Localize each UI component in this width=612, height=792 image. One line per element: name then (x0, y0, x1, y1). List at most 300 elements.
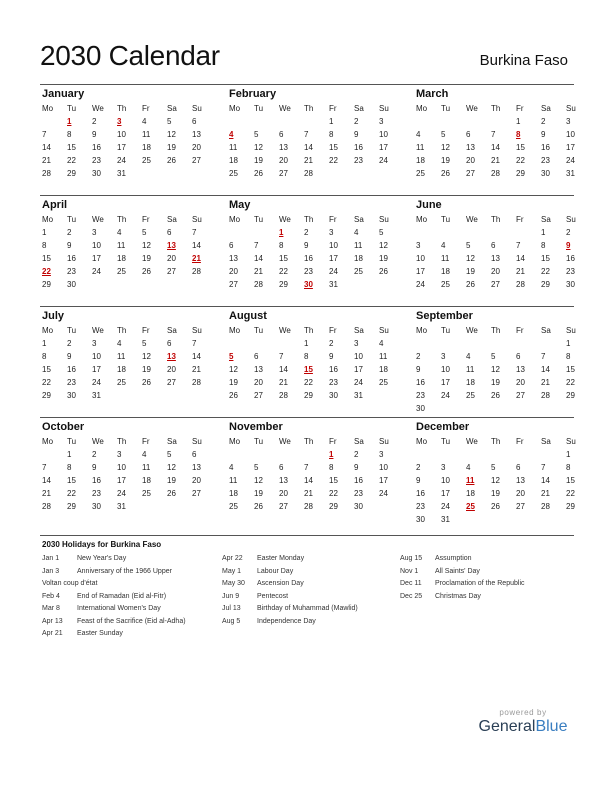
holiday-day-cell: 8 (516, 130, 521, 139)
day-cell: 29 (566, 502, 575, 511)
day-cell: 16 (416, 378, 425, 387)
month-name: September (416, 310, 473, 322)
month-day-table (40, 213, 215, 291)
day-cell: 29 (279, 280, 288, 289)
day-cell: 1 (304, 339, 309, 348)
holiday-name: Birthday of Muhammad (Mawlid) (257, 605, 358, 612)
day-cell: 18 (229, 156, 238, 165)
day-cell: 16 (416, 489, 425, 498)
day-cell: 25 (117, 267, 126, 276)
day-cell: 2 (67, 228, 72, 237)
day-cell (414, 226, 439, 239)
day-cell (439, 226, 464, 239)
calendar-grid (40, 84, 574, 528)
day-cell: 2 (416, 463, 421, 472)
month-day-table (227, 324, 402, 402)
day-cell: 17 (379, 476, 388, 485)
day-cell: 5 (142, 339, 147, 348)
day-cell: 15 (279, 254, 288, 263)
day-cell: 4 (142, 450, 147, 459)
day-cell: 21 (42, 489, 51, 498)
day-cell: 9 (92, 130, 97, 139)
day-cell: 19 (466, 267, 475, 276)
holiday-name-continued: Voltan coup d'état (42, 580, 98, 587)
holiday-name: Christmas Day (435, 592, 481, 600)
day-cell: 1 (516, 117, 521, 126)
day-cell: 8 (566, 463, 571, 472)
day-cell: 15 (42, 365, 51, 374)
day-cell: 11 (142, 130, 151, 139)
week-row (414, 350, 589, 363)
day-cell: 7 (304, 463, 309, 472)
holiday-name: New Year's Day (77, 555, 127, 562)
weekday-header: Sa (541, 215, 551, 224)
day-cell (227, 115, 252, 128)
day-cell: 2 (541, 117, 546, 126)
holiday-date: Aug 5 (222, 617, 241, 625)
weekday-header: We (466, 215, 478, 224)
day-cell: 1 (329, 117, 334, 126)
day-cell: 23 (67, 378, 76, 387)
day-cell: 9 (304, 241, 309, 250)
day-cell: 10 (117, 130, 126, 139)
day-cell: 30 (566, 280, 575, 289)
brand-name-part1: General (478, 718, 536, 735)
day-cell: 1 (67, 450, 72, 459)
day-cell (352, 278, 377, 291)
day-cell: 24 (92, 267, 101, 276)
day-cell: 1 (42, 339, 47, 348)
weekday-header: We (466, 326, 478, 335)
holiday-entry (40, 593, 216, 606)
day-cell (489, 402, 514, 415)
day-cell (277, 448, 302, 461)
month-day-table (40, 102, 215, 180)
day-cell: 26 (254, 169, 263, 178)
day-cell: 9 (354, 463, 359, 472)
day-cell: 3 (379, 450, 384, 459)
day-cell: 31 (117, 502, 126, 511)
holiday-name: Assumption (435, 555, 472, 562)
day-cell: 21 (254, 267, 263, 276)
holiday-day-cell: 5 (229, 352, 234, 361)
day-cell: 28 (541, 391, 550, 400)
day-cell: 18 (466, 489, 475, 498)
day-cell: 1 (541, 228, 546, 237)
day-cell: 22 (516, 156, 525, 165)
weekday-header: Fr (329, 326, 337, 335)
day-cell: 12 (142, 352, 151, 361)
day-cell: 10 (379, 130, 388, 139)
day-cell: 11 (142, 463, 151, 472)
day-cell: 17 (441, 489, 450, 498)
day-cell: 24 (441, 391, 450, 400)
week-row (414, 278, 589, 291)
day-cell: 21 (192, 365, 201, 374)
day-cell: 27 (192, 489, 201, 498)
day-cell: 6 (192, 450, 197, 459)
day-cell: 21 (304, 156, 313, 165)
day-cell: 12 (466, 254, 475, 263)
day-cell (302, 115, 327, 128)
holiday-date: Jan 3 (42, 567, 60, 575)
week-row (414, 461, 589, 474)
week-row (414, 128, 589, 141)
day-cell: 3 (117, 450, 122, 459)
day-cell: 9 (329, 352, 334, 361)
month-name: February (229, 88, 277, 100)
weekday-header: Th (117, 215, 127, 224)
week-row (40, 337, 215, 350)
day-cell: 21 (541, 378, 550, 387)
day-cell: 9 (354, 130, 359, 139)
day-cell: 6 (229, 241, 234, 250)
day-cell: 22 (304, 378, 313, 387)
holiday-entry (220, 593, 396, 606)
weekday-header: Mo (229, 104, 241, 113)
weekday-header: We (92, 104, 104, 113)
holidays-section (40, 535, 574, 637)
day-cell: 14 (304, 143, 313, 152)
day-cell (277, 115, 302, 128)
month-day-table (227, 213, 402, 291)
day-cell (514, 513, 539, 526)
day-cell: 31 (92, 391, 101, 400)
week-row (414, 226, 589, 239)
day-cell: 10 (441, 365, 450, 374)
day-cell: 18 (142, 143, 151, 152)
day-cell: 26 (167, 489, 176, 498)
day-cell: 26 (466, 280, 475, 289)
month-day-table (40, 435, 215, 513)
day-cell: 7 (541, 352, 546, 361)
day-cell: 14 (254, 254, 263, 263)
weekday-header: Sa (541, 326, 551, 335)
day-cell (165, 278, 190, 291)
week-row (227, 265, 402, 278)
weekday-header: Th (304, 215, 314, 224)
holiday-date: Dec 11 (400, 580, 422, 587)
day-cell (464, 402, 489, 415)
day-cell: 24 (379, 489, 388, 498)
weekday-header: Mo (416, 215, 428, 224)
day-cell: 14 (192, 352, 201, 361)
day-cell: 19 (441, 156, 450, 165)
day-cell: 23 (566, 267, 575, 276)
day-cell: 19 (254, 156, 263, 165)
day-cell: 14 (279, 365, 288, 374)
weekday-header: We (466, 104, 478, 113)
day-cell: 21 (541, 489, 550, 498)
day-cell (564, 402, 589, 415)
day-cell: 27 (279, 169, 288, 178)
day-cell: 2 (354, 117, 359, 126)
month-name: August (229, 310, 267, 322)
day-cell: 14 (42, 143, 51, 152)
week-row (227, 376, 402, 389)
day-cell: 15 (67, 143, 76, 152)
day-cell: 16 (67, 365, 76, 374)
week-row (40, 115, 215, 128)
month-name: March (416, 88, 449, 100)
week-row (40, 500, 215, 513)
weekday-header: Th (304, 104, 314, 113)
week-row (40, 487, 215, 500)
day-cell: 8 (279, 241, 284, 250)
calendar-quarter-row (40, 306, 574, 417)
day-cell: 30 (416, 515, 425, 524)
day-cell: 22 (566, 378, 575, 387)
day-cell: 18 (142, 476, 151, 485)
weekday-header: Tu (441, 326, 451, 335)
day-cell (377, 389, 402, 402)
weekday-header: Su (192, 215, 202, 224)
month-name: April (42, 199, 68, 211)
day-cell: 13 (516, 365, 525, 374)
week-row (227, 337, 402, 350)
weekday-header: Fr (516, 215, 524, 224)
day-cell: 7 (42, 463, 47, 472)
day-cell (252, 226, 277, 239)
weekday-header: Su (566, 326, 576, 335)
day-cell: 10 (379, 463, 388, 472)
day-cell: 20 (229, 267, 238, 276)
day-cell: 13 (192, 130, 201, 139)
day-cell: 31 (117, 169, 126, 178)
day-cell: 28 (42, 169, 51, 178)
day-cell: 3 (379, 117, 384, 126)
holiday-date: Aug 15 (400, 555, 423, 562)
day-cell (439, 337, 464, 350)
day-cell: 23 (416, 391, 425, 400)
day-cell: 21 (279, 378, 288, 387)
day-cell: 25 (441, 280, 450, 289)
day-cell: 9 (92, 463, 97, 472)
week-row (227, 474, 402, 487)
week-row (414, 154, 589, 167)
weekday-header: Sa (541, 104, 551, 113)
weekday-header: We (279, 437, 291, 446)
day-cell: 12 (379, 241, 388, 250)
holiday-day-cell: 22 (42, 267, 51, 276)
day-cell (489, 115, 514, 128)
day-cell (377, 500, 402, 513)
day-cell: 5 (491, 463, 496, 472)
holiday-name: Ascension Day (257, 580, 304, 587)
holiday-column (40, 555, 216, 643)
day-cell: 29 (67, 502, 76, 511)
holiday-entry (398, 568, 574, 581)
day-cell: 20 (167, 254, 176, 263)
weekday-header: We (279, 104, 291, 113)
weekday-header: We (92, 215, 104, 224)
day-cell: 25 (379, 378, 388, 387)
brand-name (476, 718, 570, 736)
month-november (227, 418, 389, 513)
month-july (40, 307, 202, 402)
month-september (414, 307, 576, 415)
holiday-day-cell: 13 (167, 241, 176, 250)
weekday-header: Th (491, 437, 501, 446)
day-cell: 26 (379, 267, 388, 276)
day-cell: 17 (92, 365, 101, 374)
day-cell: 29 (541, 280, 550, 289)
week-row (414, 167, 589, 180)
week-row (414, 487, 589, 500)
day-cell: 29 (566, 391, 575, 400)
week-row (40, 252, 215, 265)
day-cell (489, 226, 514, 239)
day-cell (514, 448, 539, 461)
day-cell: 2 (92, 450, 97, 459)
weekday-header: Fr (142, 437, 150, 446)
day-cell: 11 (117, 241, 126, 250)
holiday-day-cell: 9 (566, 241, 571, 250)
day-cell: 20 (516, 378, 525, 387)
day-cell: 5 (142, 228, 147, 237)
day-cell: 24 (117, 489, 126, 498)
day-cell: 20 (491, 267, 500, 276)
day-cell: 31 (566, 169, 575, 178)
holiday-name: Easter Monday (257, 555, 305, 562)
day-cell: 3 (329, 228, 334, 237)
day-cell: 9 (541, 130, 546, 139)
day-cell: 26 (142, 267, 151, 276)
holiday-day-cell: 21 (192, 254, 201, 263)
day-cell: 17 (566, 143, 575, 152)
day-cell: 22 (67, 489, 76, 498)
week-row (40, 226, 215, 239)
day-cell: 10 (92, 241, 101, 250)
day-cell: 14 (192, 241, 201, 250)
holiday-entry (40, 568, 216, 581)
day-cell (40, 448, 65, 461)
weekday-header: We (466, 437, 478, 446)
day-cell: 5 (167, 450, 172, 459)
day-cell: 16 (354, 476, 363, 485)
holiday-name: Independence Day (257, 617, 316, 625)
day-cell: 30 (354, 502, 363, 511)
day-cell (190, 278, 215, 291)
day-cell: 7 (304, 130, 309, 139)
week-row (40, 239, 215, 252)
week-row (227, 239, 402, 252)
day-cell: 1 (566, 450, 571, 459)
day-cell: 30 (329, 391, 338, 400)
day-cell (140, 389, 165, 402)
day-cell (414, 115, 439, 128)
day-cell (252, 448, 277, 461)
day-cell: 8 (67, 463, 72, 472)
day-cell: 22 (329, 489, 338, 498)
weekday-header: Su (192, 437, 202, 446)
day-cell: 9 (67, 241, 72, 250)
day-cell (489, 337, 514, 350)
week-row (414, 115, 589, 128)
day-cell (140, 278, 165, 291)
holiday-entry (220, 555, 396, 568)
week-row (414, 337, 589, 350)
weekday-header: We (92, 437, 104, 446)
holiday-name: All Saints' Day (435, 567, 480, 575)
day-cell: 29 (67, 169, 76, 178)
week-row (40, 154, 215, 167)
weekday-header: Tu (254, 104, 264, 113)
day-cell: 25 (117, 378, 126, 387)
day-cell: 19 (379, 254, 388, 263)
day-cell: 3 (441, 352, 446, 361)
day-cell: 6 (279, 463, 284, 472)
week-row (414, 265, 589, 278)
day-cell: 7 (192, 228, 197, 237)
holiday-name: Easter Sunday (77, 630, 123, 637)
day-cell: 27 (167, 267, 176, 276)
day-cell: 24 (92, 378, 101, 387)
day-cell: 15 (329, 143, 338, 152)
day-cell: 15 (566, 365, 575, 374)
day-cell: 25 (142, 156, 151, 165)
day-cell: 16 (354, 143, 363, 152)
day-cell: 25 (416, 169, 425, 178)
day-cell: 20 (279, 156, 288, 165)
day-cell (414, 448, 439, 461)
day-cell: 19 (142, 254, 151, 263)
week-row (227, 363, 402, 376)
day-cell: 17 (117, 476, 126, 485)
brand-name-part2: Blue (535, 718, 568, 735)
week-row (414, 239, 589, 252)
weekday-header: Mo (416, 326, 428, 335)
day-cell: 30 (416, 404, 425, 413)
day-cell: 8 (42, 352, 47, 361)
holiday-date: May 30 (222, 580, 245, 587)
day-cell: 18 (354, 254, 363, 263)
month-day-table (414, 435, 589, 526)
day-cell: 11 (354, 241, 363, 250)
month-january (40, 85, 202, 180)
day-cell: 23 (329, 378, 338, 387)
week-row (414, 252, 589, 265)
day-cell (514, 402, 539, 415)
day-cell: 18 (229, 489, 238, 498)
day-cell: 18 (117, 365, 126, 374)
month-name: January (42, 88, 85, 100)
day-cell: 8 (304, 352, 309, 361)
week-row (40, 278, 215, 291)
week-row (414, 141, 589, 154)
day-cell: 30 (67, 391, 76, 400)
day-cell: 17 (441, 378, 450, 387)
day-cell: 26 (491, 391, 500, 400)
day-cell: 3 (566, 117, 571, 126)
weekday-header: Sa (167, 326, 177, 335)
day-cell (190, 167, 215, 180)
weekday-header: Tu (441, 215, 451, 224)
weekday-header: Mo (42, 104, 54, 113)
day-cell: 3 (416, 241, 421, 250)
day-cell: 27 (254, 391, 263, 400)
weekday-header: Th (491, 326, 501, 335)
holiday-date: Jan 1 (42, 555, 60, 562)
day-cell: 5 (167, 117, 172, 126)
weekday-header: Th (117, 437, 127, 446)
weekday-header: Fr (329, 104, 337, 113)
day-cell: 15 (566, 476, 575, 485)
day-cell: 31 (441, 515, 450, 524)
day-cell: 12 (167, 463, 176, 472)
day-cell (40, 115, 65, 128)
day-cell: 5 (254, 130, 259, 139)
